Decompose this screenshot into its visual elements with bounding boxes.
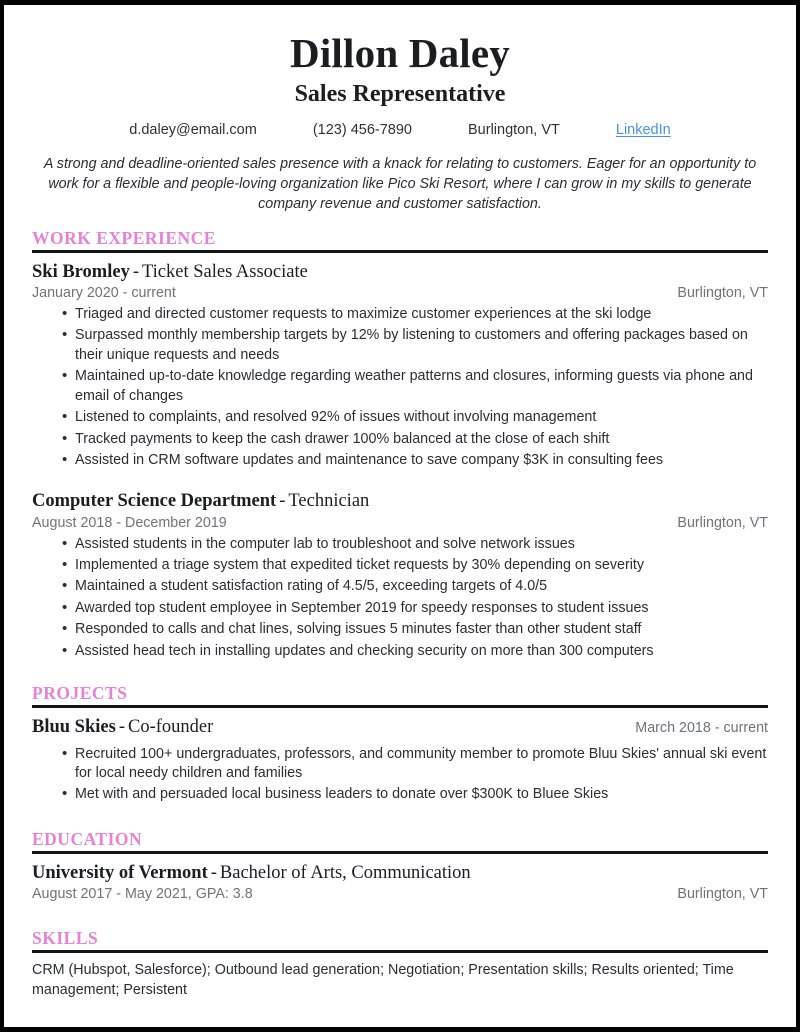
bullet-item: • Responded to calls and chat lines, solving issues 5 minutes faster than other student staff	[62, 620, 768, 639]
title-separator: -	[132, 261, 139, 282]
work-entry-bullets	[32, 535, 768, 662]
bullet-item: • Implemented a triage system that expedited ticket requests by 30% depending on severity	[62, 556, 768, 575]
bullet-item: • Listened to complaints, and resolved 92% of issues without involving management	[62, 408, 768, 427]
project-entry-title-row	[32, 716, 768, 738]
candidate-job-title: Sales Representative	[294, 80, 506, 107]
work-entry-dates: August 2018 - December 2019	[32, 514, 227, 531]
skills-list: CRM (Hubspot, Salesforce); Outbound lead generation; Negotiation; Presentation skills; Results oriented; Time management; Persistent	[32, 962, 734, 999]
work-entry-role: Ticket Sales Associate	[142, 261, 308, 282]
education-entry-location: Burlington, VT	[677, 886, 768, 903]
title-separator: -	[118, 717, 125, 738]
resume-page	[4, 5, 796, 1027]
work-entry-organization: Ski Bromley	[32, 261, 130, 282]
work-entry-title-row	[32, 490, 768, 512]
section-heading-skills: SKILLS	[32, 928, 99, 949]
bullet-item: • Tracked payments to keep the cash drawer 100% balanced at the close of each shift	[62, 430, 768, 449]
section-divider	[32, 950, 768, 953]
project-entry-bullets	[32, 745, 768, 805]
candidate-name: Dillon Daley	[290, 30, 510, 76]
contact-email: d.daley@email.com	[129, 121, 257, 138]
education-entry-title-row	[32, 862, 768, 884]
work-entry-meta-row	[32, 285, 768, 301]
bullet-item: • Surpassed monthly membership targets by 12% by listening to customers and offering packages based on their unique requests and needs	[62, 326, 768, 365]
work-entry-organization: Computer Science Department	[32, 491, 277, 512]
education-entry-school: University of Vermont	[32, 862, 208, 883]
section-work-experience	[32, 228, 768, 662]
project-entry-name: Bluu Skies	[32, 717, 116, 738]
title-separator: -	[210, 862, 217, 883]
work-entry-title	[32, 261, 308, 283]
bullet-item: • Triaged and directed customer requests to maximize customer experiences at the ski lodge	[62, 305, 768, 324]
bullet-item: • Assisted in CRM software updates and maintenance to save company $3K in consulting fees	[62, 451, 768, 470]
bullet-item: • Assisted students in the computer lab to troubleshoot and solve network issues	[62, 535, 768, 554]
work-entry-role: Technician	[288, 491, 370, 512]
work-entry-dates: January 2020 - current	[32, 284, 176, 301]
education-entry-title	[32, 862, 471, 884]
contact-location: Burlington, VT	[468, 121, 560, 138]
section-divider	[32, 851, 768, 854]
section-heading-projects: PROJECTS	[32, 683, 128, 704]
education-entry-dates: August 2017 - May 2021, GPA: 3.8	[32, 886, 253, 903]
education-entry-meta-row	[32, 886, 768, 902]
contact-linkedin-link[interactable]: LinkedIn	[615, 121, 671, 138]
project-entry-role: Co-founder	[127, 717, 214, 738]
contact-phone: (123) 456-7890	[312, 121, 412, 138]
resume-header	[32, 31, 768, 215]
section-divider	[32, 705, 768, 708]
work-entry-location: Burlington, VT	[677, 514, 768, 531]
section-divider	[32, 250, 768, 253]
bullet-item: • Recruited 100+ undergraduates, professors, and community member to promote Bluu Skies' annual ski event for local needy children and families	[62, 745, 768, 784]
bullet-item: • Maintained up-to-date knowledge regarding weather patterns and closures, informing guests via phone and email of changes	[62, 367, 768, 406]
contact-row	[32, 122, 768, 138]
project-entry-dates: March 2018 - current	[635, 720, 768, 737]
work-entry-meta-row	[32, 515, 768, 531]
project-entry	[32, 716, 768, 805]
work-entry-title	[32, 490, 369, 512]
education-entry-degree: Bachelor of Arts, Communication	[219, 862, 471, 883]
education-entry	[32, 862, 768, 902]
title-separator: -	[279, 491, 286, 512]
bullet-item: • Awarded top student employee in September 2019 for speedy responses to student issues	[62, 599, 768, 618]
work-entry	[32, 261, 768, 471]
section-education	[32, 829, 768, 902]
project-entry-title	[32, 716, 213, 738]
section-projects	[32, 683, 768, 805]
bullet-item: • Met with and persuaded local business leaders to donate over $300K to Bluee Skies	[62, 785, 768, 804]
work-entry-bullets	[32, 305, 768, 471]
bullet-item: • Maintained a student satisfaction rating of 4.5/5, exceeding targets of 4.0/5	[62, 577, 768, 596]
section-heading-work-experience: WORK EXPERIENCE	[32, 227, 216, 248]
work-entry-location: Burlington, VT	[677, 284, 768, 301]
professional-summary: A strong and deadline-oriented sales presence with a knack for relating to customers. Eager for an opportunity to work for a flexible and people-loving organization like Pico Ski Resort, where I can grow in my skills to generate company revenue and customer satisfaction.	[43, 155, 757, 213]
work-entry-title-row	[32, 261, 768, 283]
section-heading-education: EDUCATION	[32, 828, 143, 849]
work-entry	[32, 490, 768, 661]
bullet-item: • Assisted head tech in installing updates and checking security on more than 300 computers	[62, 642, 768, 661]
section-skills	[32, 928, 768, 1000]
